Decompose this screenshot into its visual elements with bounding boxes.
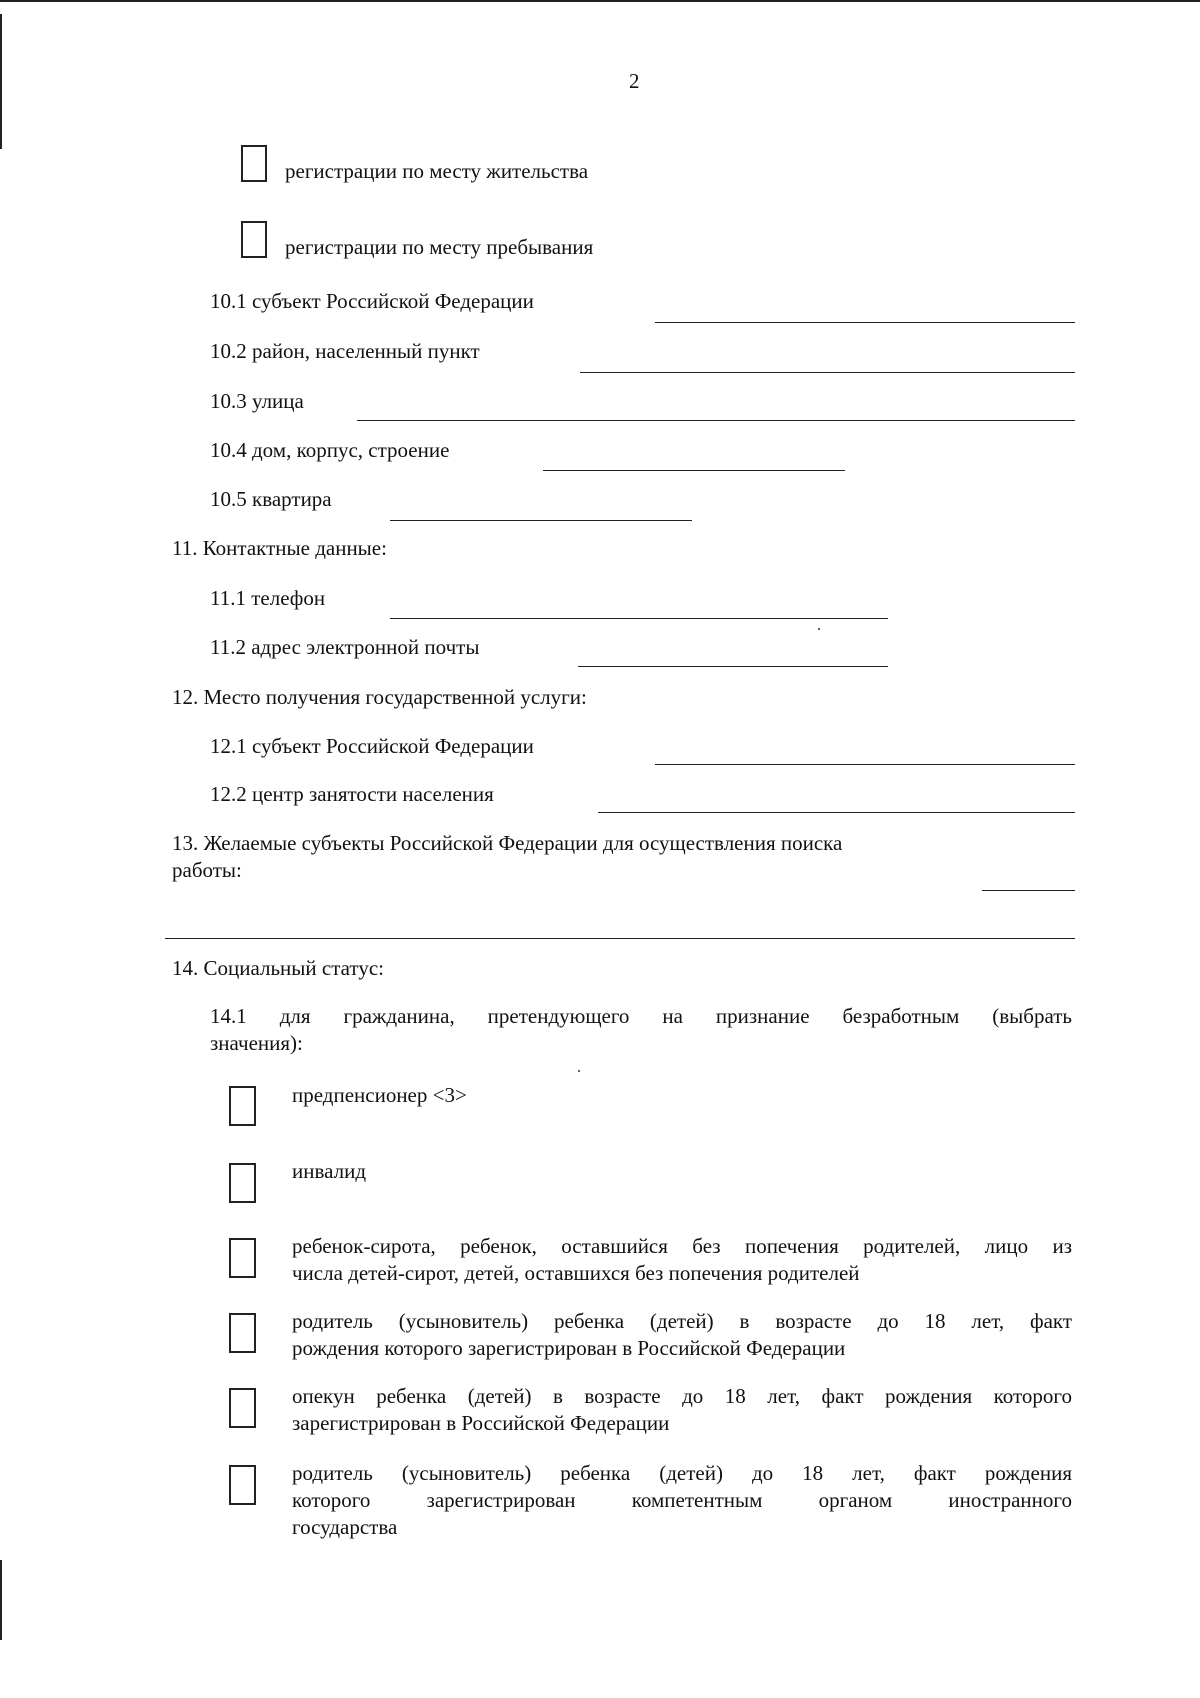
input-line-12-2[interactable] [598, 812, 1075, 813]
checkbox-status-parent[interactable] [229, 1313, 256, 1353]
field-label-10-4: 10.4 дом, корпус, строение [210, 438, 450, 462]
input-line-11-2[interactable] [578, 666, 888, 667]
checkbox-status-prepensioner[interactable] [229, 1086, 256, 1126]
section-heading-14: 14. Социальный статус: [172, 956, 384, 980]
checkbox-status-disabled[interactable] [229, 1163, 256, 1203]
section-heading-13-cont: работы: [172, 858, 242, 882]
reg-option-label: регистрации по месту жительства [285, 159, 589, 183]
reg-option-label: регистрации по месту пребывания [285, 235, 594, 259]
field-label-11-1: 11.1 телефон [210, 586, 326, 610]
status-option-label: инвалид [292, 1159, 367, 1183]
field-label-10-5: 10.5 квартира [210, 487, 332, 511]
input-line-10-3[interactable] [357, 420, 1075, 421]
field-label-11-2: 11.2 адрес электронной почты [210, 635, 480, 659]
checkbox-reg-stay[interactable] [241, 221, 267, 258]
status-option-label: опекун ребенка (детей) в возрасте до 18 лет, факт рождения которого зарегистрирован в Российской Федерации [292, 1384, 1072, 1435]
status-option-label: родитель (усыновитель) ребенка (детей) до 18 лет, факт рождения которого зарегистрирован компетентным органом иностранного государства [292, 1461, 1072, 1539]
status-option-label: родитель (усыновитель) ребенка (детей) в возрасте до 18 лет, факт рождения которого зарегистрирован в Российской Федерации [292, 1309, 1072, 1360]
checkbox-status-guardian[interactable] [229, 1388, 256, 1428]
input-line-10-5[interactable] [390, 520, 692, 521]
section-heading-12: 12. Место получения государственной услуги: [172, 685, 587, 709]
scan-edge-left-bottom [0, 1560, 2, 1640]
status-option-label: ребенок-сирота, ребенок, оставшийся без попечения родителей, лицо из числа детей-сирот, детей, оставшихся без попечения родителей [292, 1234, 1072, 1285]
field-label-10-3: 10.3 улица [210, 389, 304, 413]
field-label-10-2: 10.2 район, населенный пункт [210, 339, 480, 363]
page-number: 2 [629, 69, 640, 93]
input-line-10-1[interactable] [655, 322, 1075, 323]
checkbox-status-orphan[interactable] [229, 1238, 256, 1278]
checkbox-status-parent-foreign[interactable] [229, 1465, 256, 1505]
input-line-10-2[interactable] [580, 372, 1075, 373]
sub-heading-14-1: 14.1 для гражданина, претендующего на признание безработным (выбрать значения): [210, 1004, 1072, 1055]
input-line-12-1[interactable] [655, 764, 1075, 765]
field-label-12-1: 12.1 субъект Российской Федерации [210, 734, 534, 758]
input-line-10-4[interactable] [543, 470, 845, 471]
input-line-13-b[interactable] [165, 938, 1075, 939]
scan-edge-left-top [0, 14, 2, 149]
input-line-11-1[interactable] [390, 618, 888, 619]
input-line-13-a[interactable] [982, 890, 1075, 891]
section-heading-11: 11. Контактные данные: [172, 536, 387, 560]
checkbox-reg-residence[interactable] [241, 145, 267, 182]
field-label-10-1: 10.1 субъект Российской Федерации [210, 289, 534, 313]
status-option-label: предпенсионер <3> [292, 1083, 467, 1107]
section-heading-13: 13. Желаемые субъекты Российской Федерации для осуществления поиска [172, 831, 843, 855]
scan-edge-top [0, 0, 1200, 2]
field-label-12-2: 12.2 центр занятости населения [210, 782, 494, 806]
